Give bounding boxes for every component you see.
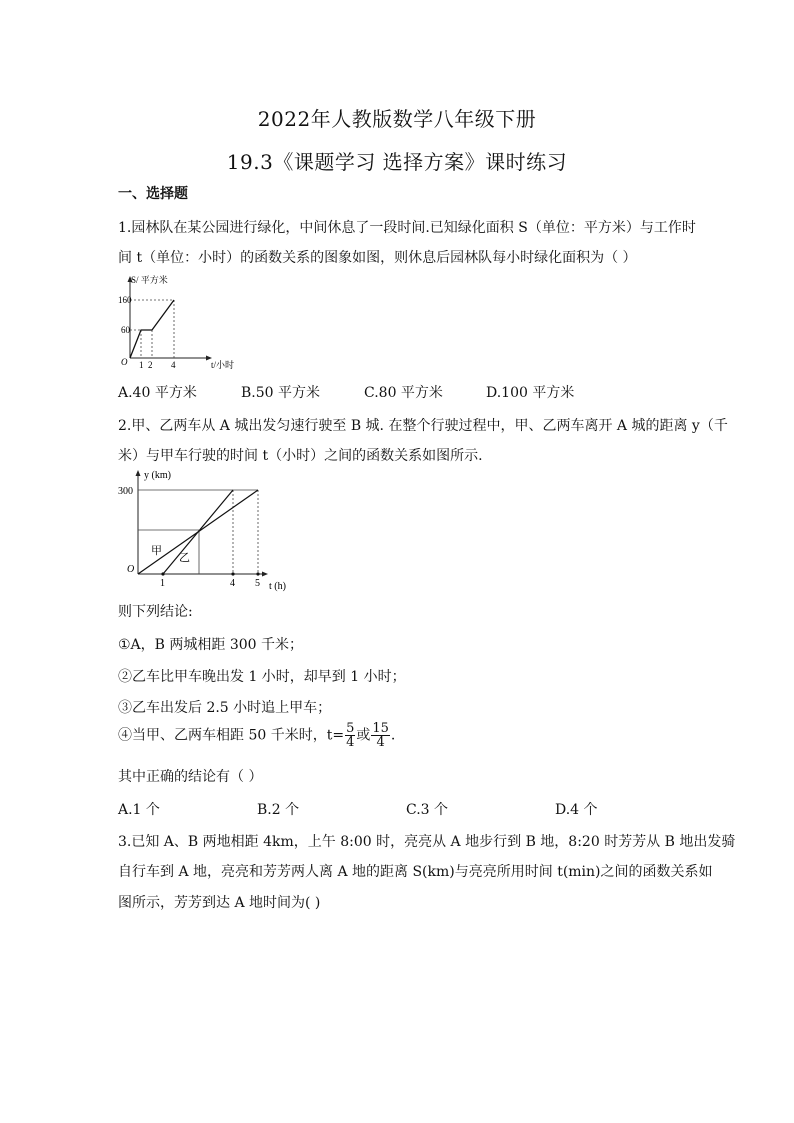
q2-y-axis-label: y (km) — [144, 470, 171, 481]
q1-y-axis-label: S/ 平方米 — [131, 275, 168, 285]
section-heading: 一、选择题 — [118, 186, 188, 202]
q2-c4-or: 或 — [356, 727, 371, 744]
q1-x-axis-label: t/小时 — [211, 360, 235, 370]
fraction-numerator: 15 — [372, 721, 389, 736]
q1-graph — [112, 272, 240, 370]
q2-x-tick-1: 1 — [160, 578, 165, 589]
q1-x-tick-1: 1 — [139, 360, 144, 370]
q1-option-d[interactable]: D.100 平方米 — [486, 385, 575, 401]
q2-text-line-1: 2.甲、乙两车从 A 城出发匀速行驶至 B 城. 在整个行驶过程中，甲、乙两车离开 A 城的距离 y（千 — [118, 418, 728, 434]
q2-option-d[interactable]: D.4 个 — [555, 802, 598, 818]
q2-option-c[interactable]: C.3 个 — [406, 802, 449, 818]
q1-text-line-2: 间 t（单位：小时）的函数关系的图象如图，则休息后园林队每小时绿化面积为（ ） — [118, 250, 637, 266]
q1-function-line — [130, 300, 174, 358]
q2-c4-suffix: . — [390, 727, 396, 744]
q2-conclusion-4 — [118, 722, 395, 749]
q2-label-yi: 乙 — [179, 552, 190, 564]
fraction-denominator: 4 — [346, 735, 355, 750]
q1-x-tick-2: 2 — [148, 360, 153, 370]
fraction-5-4 — [345, 722, 355, 749]
q2-conclusion-2: ②乙车比甲车晚出发 1 小时，却早到 1 小时； — [118, 669, 406, 685]
q2-option-b[interactable]: B.2 个 — [257, 802, 300, 818]
q1-origin-label: O — [121, 357, 128, 367]
q2-lead: 则下列结论: — [118, 604, 193, 620]
q2-origin-label: O — [127, 564, 135, 575]
q2-line-yi — [163, 490, 233, 574]
q2-y-tick-300: 300 — [118, 486, 133, 497]
q3-text-line-2: 自行车到 A 地，亮亮和芳芳两人离 A 地的距离 S(km)与亮亮所用时间 t(min)之间的函数关系如 — [118, 864, 713, 880]
q1-option-a[interactable]: A.40 平方米 — [118, 385, 197, 401]
q2-y-arrow — [136, 470, 141, 476]
q2-conclusion-3: ③乙车出发后 2.5 小时追上甲车； — [118, 700, 332, 716]
q1-y-tick-160: 160 — [118, 295, 132, 305]
q1-x-tick-4: 4 — [171, 360, 176, 370]
fraction-denominator: 4 — [376, 735, 385, 750]
q1-option-c[interactable]: C.80 平方米 — [364, 385, 443, 401]
q3-text-line-1: 3.已知 A、B 两地相距 4km，上午 8:00 时，亮亮从 A 地步行到 B 地，8:20 时芳芳从 B 地出发骑 — [118, 834, 736, 850]
q1-y-tick-60: 60 — [121, 325, 130, 335]
q2-x-tick-5: 5 — [255, 578, 260, 589]
fraction-numerator: 5 — [346, 721, 355, 736]
q2-c4-prefix: ④当甲、乙两车相距 50 千米时，t= — [118, 727, 345, 744]
q2-label-jia: 甲 — [151, 545, 162, 557]
q2-ask: 其中正确的结论有（ ） — [118, 769, 263, 785]
q2-graph — [114, 466, 294, 594]
q2-conclusion-1: ①A，B 两城相距 300 千米； — [118, 637, 304, 653]
page-title: 2022年人教版数学八年级下册 — [257, 107, 537, 131]
q2-text-line-2: 米）与甲车行驶的时间 t（小时）之间的函数关系如图所示. — [118, 448, 483, 464]
q1-text-line-1: 1.园林队在某公园进行绿化，中间休息了一段时间.已知绿化面积 S（单位：平方米）与工作时 — [118, 220, 696, 236]
fraction-15-4 — [371, 722, 390, 749]
q1-option-b[interactable]: B.50 平方米 — [241, 385, 321, 401]
q3-text-line-3: 图所示，芳芳到达 A 地时间为( ) — [118, 895, 321, 911]
page-subtitle: 19.3《课题学习 选择方案》课时练习 — [226, 150, 568, 174]
q2-option-a[interactable]: A.1 个 — [118, 802, 160, 818]
q2-x-axis-label: t (h) — [269, 581, 286, 592]
q2-x-tick-4: 4 — [230, 578, 235, 589]
q2-x-arrow — [262, 572, 268, 577]
